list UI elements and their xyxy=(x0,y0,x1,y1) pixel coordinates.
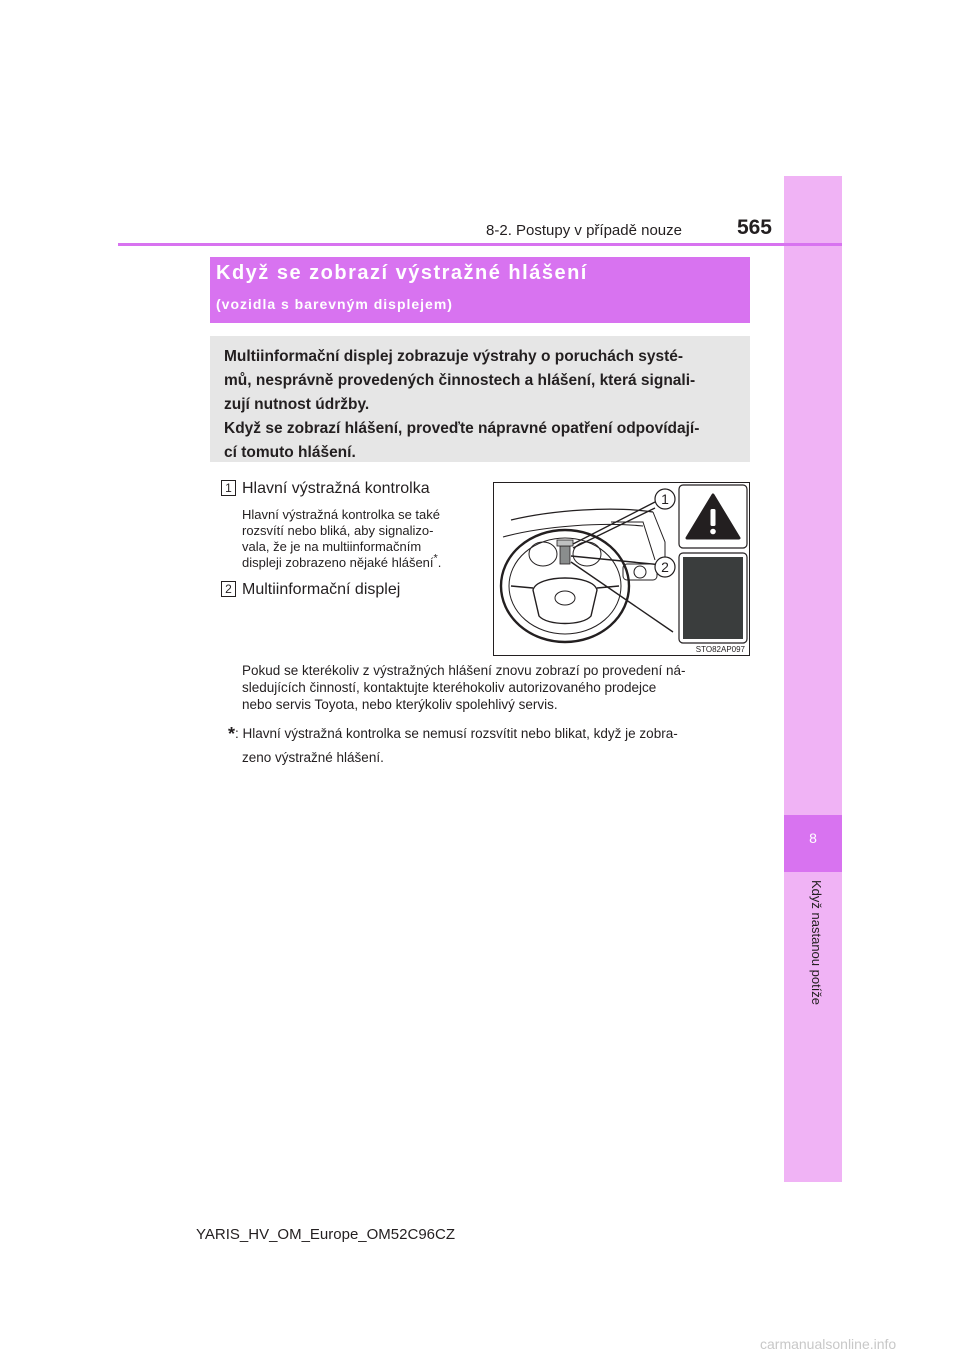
item-desc-text: displeji zobrazeno nějaké hlášení xyxy=(242,555,434,570)
page-number: 565 xyxy=(736,216,772,239)
footnote-ref: * xyxy=(433,552,438,565)
item-desc-line: rozsvítí nebo bliká, aby signalizo- xyxy=(242,523,434,538)
note-line: Pokud se kterékoliv z výstražných hlášení znovu zobrazí po provedení ná- xyxy=(242,663,686,678)
footnote-mark: * xyxy=(228,724,236,744)
header-divider xyxy=(118,243,842,246)
footnote-text-1: : Hlavní výstražná kontrolka se nemusí rozsvítit nebo blikat, když je zobra- xyxy=(235,726,678,741)
intro-line: zují nutnost údržby. xyxy=(224,396,370,413)
section-subtitle: (vozidla s barevným displejem) xyxy=(216,296,453,312)
dashboard-illustration xyxy=(493,482,750,656)
intro-box xyxy=(210,336,750,462)
chapter-side-tab xyxy=(784,176,842,1182)
section-title: Když se zobrazí výstražné hlášení xyxy=(216,262,588,284)
dashboard-drawing xyxy=(493,482,750,656)
item-desc-period: . xyxy=(437,555,442,570)
illustration-code: STO82AP097 xyxy=(695,645,745,654)
section-heading: 8-2. Postupy v případě nouze xyxy=(486,222,682,239)
intro-line: Když se zobrazí hlášení, proveďte nápravné opatření odpovídají- xyxy=(224,420,700,437)
chapter-title: Když nastanou potíže xyxy=(809,880,824,1006)
chapter-title-vertical xyxy=(796,880,826,1030)
item-desc-line: vala, že je na multiinformačním xyxy=(242,539,422,554)
note-line: nebo servis Toyota, nebo kterýkoliv spolehlivý servis. xyxy=(242,697,558,712)
footnote-text-2: zeno výstražné hlášení. xyxy=(242,750,384,765)
intro-line: mů, nesprávně provedených činnostech a hlášení, která signali- xyxy=(224,372,696,389)
note-paragraph xyxy=(242,662,742,713)
watermark: carmanualsonline.info xyxy=(760,1336,897,1352)
callout-2-label: 2 xyxy=(661,559,669,575)
multi-information-display xyxy=(683,557,743,639)
document-id: YARIS_HV_OM_Europe_OM52C96CZ xyxy=(196,1226,455,1243)
item-number-2: 2 xyxy=(221,581,236,597)
item-desc-line: Hlavní výstražná kontrolka se také xyxy=(242,507,440,522)
item-title-1: Hlavní výstražná kontrolka xyxy=(242,480,430,497)
item-title-2: Multiinformační displej xyxy=(242,581,401,598)
intro-line: Multiinformační displej zobrazuje výstrahy o poruchách systé- xyxy=(224,348,684,365)
item-desc-last xyxy=(242,552,478,571)
item-number-1: 1 xyxy=(221,480,236,496)
chapter-number: 8 xyxy=(809,830,817,846)
callout-1-label: 1 xyxy=(661,491,669,507)
section-title-box xyxy=(210,257,750,323)
footnote xyxy=(228,722,742,770)
note-line: sledujících činností, kontaktujte kteréhokoliv autorizovaného prodejce xyxy=(242,680,657,695)
intro-line: cí tomuto hlášení. xyxy=(224,444,356,461)
